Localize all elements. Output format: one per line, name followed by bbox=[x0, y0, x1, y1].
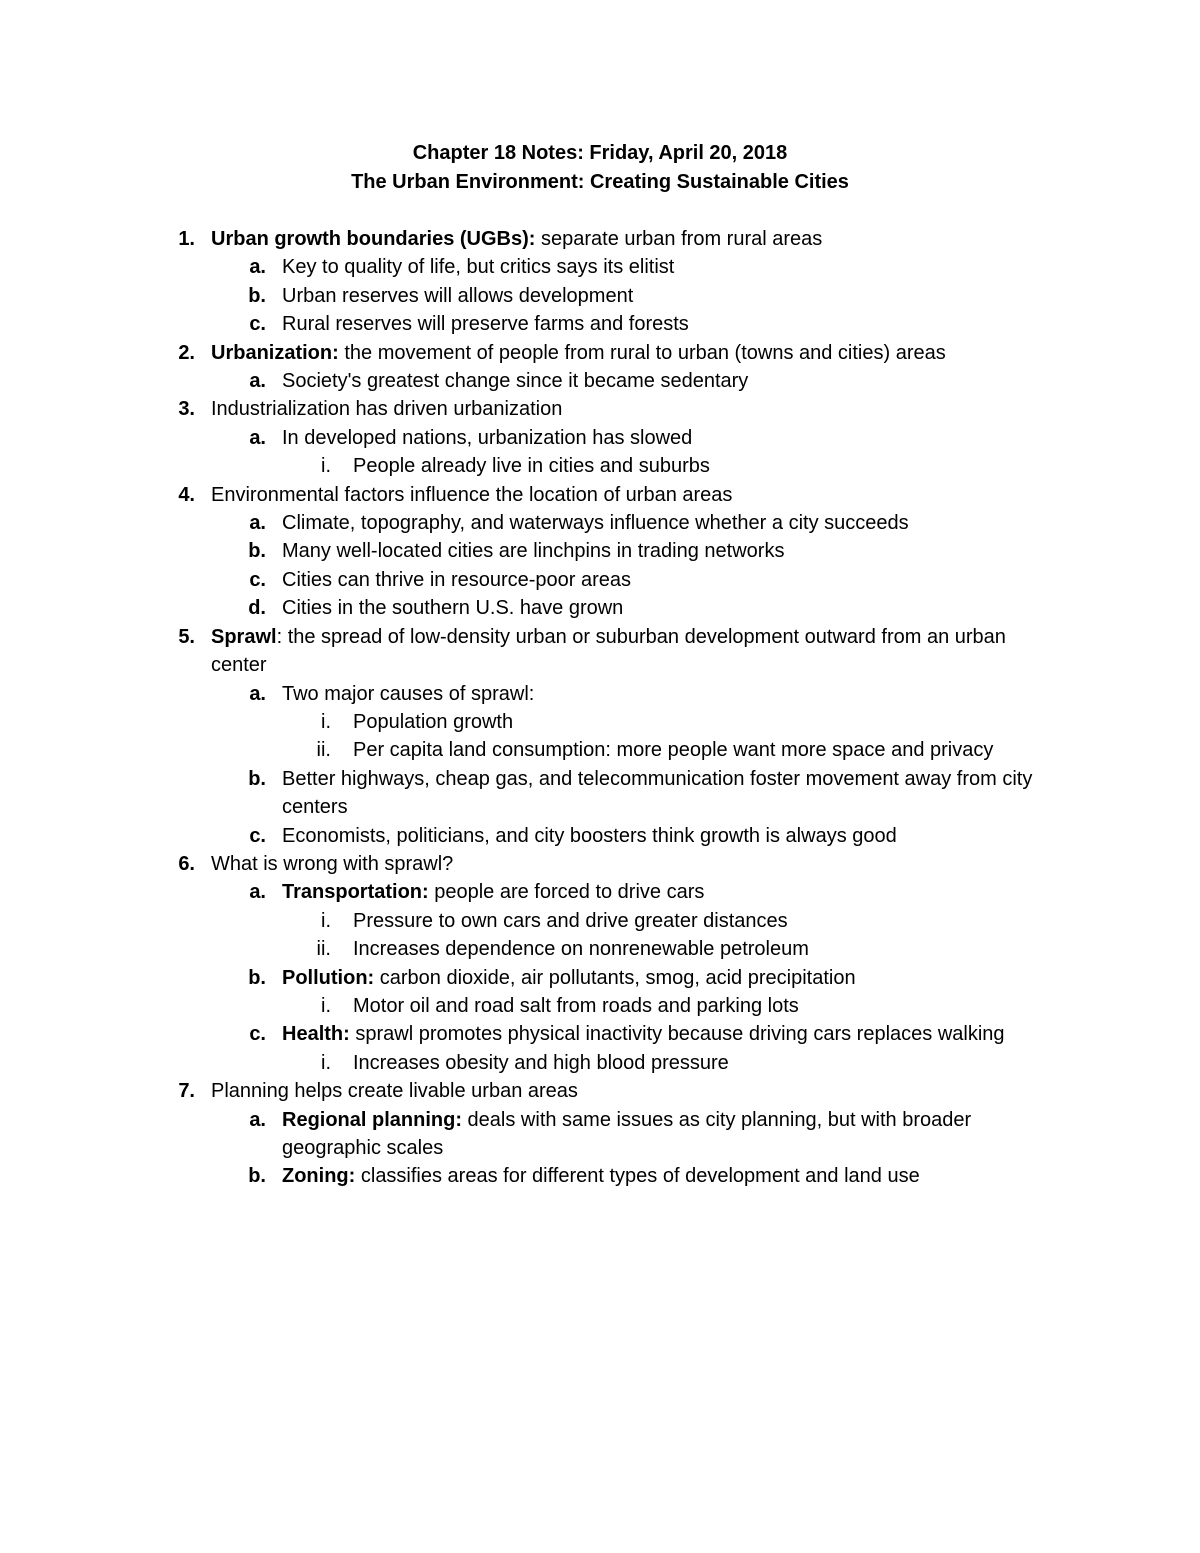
list-marker: b. bbox=[248, 284, 266, 307]
outline-item bbox=[0, 850, 1200, 878]
item-text bbox=[0, 509, 1062, 537]
outline-subitem bbox=[0, 1106, 1200, 1163]
list-marker: b. bbox=[248, 966, 266, 989]
list-marker: b. bbox=[248, 540, 266, 563]
item-text bbox=[0, 424, 1062, 452]
item-text bbox=[0, 935, 1053, 963]
item-text bbox=[0, 964, 1062, 992]
item-text bbox=[0, 736, 1053, 764]
item-text bbox=[0, 282, 1062, 310]
item-text bbox=[0, 367, 1062, 395]
list-marker: i. bbox=[321, 455, 331, 478]
item-description: Population growth bbox=[353, 710, 514, 733]
item-description: Cities in the southern U.S. have grown bbox=[282, 597, 624, 620]
list-marker: 5. bbox=[178, 625, 195, 648]
item-term: Urban growth boundaries (UGBs): bbox=[211, 228, 536, 250]
list-marker: i. bbox=[321, 710, 331, 733]
item-description: In developed nations, urbanization has slowed bbox=[282, 426, 693, 449]
item-text bbox=[0, 1049, 1053, 1077]
outline-subitem bbox=[0, 424, 1200, 452]
item-description: Industrialization has driven urbanization bbox=[211, 398, 563, 421]
list-marker: d. bbox=[248, 597, 266, 620]
list-marker: a. bbox=[249, 426, 266, 449]
item-description: people are forced to drive cars bbox=[428, 881, 705, 904]
outline-subsubitem bbox=[0, 935, 1200, 963]
item-text bbox=[0, 594, 1062, 622]
list-marker: i. bbox=[321, 909, 331, 932]
outline-subitem bbox=[0, 680, 1200, 708]
list-marker: i. bbox=[321, 994, 331, 1017]
item-text bbox=[0, 452, 1053, 480]
item-description: Increases obesity and high blood pressure bbox=[353, 1051, 729, 1074]
item-term: Pollution: bbox=[282, 966, 375, 989]
item-description: separate urban from rural areas bbox=[535, 228, 823, 250]
list-marker: a. bbox=[249, 512, 266, 535]
page-title: Chapter 18 Notes: Friday, April 20, 2018 bbox=[412, 142, 788, 164]
outline-subitem bbox=[0, 878, 1200, 906]
list-marker: ii. bbox=[316, 739, 331, 762]
item-description: Pressure to own cars and drive greater distances bbox=[353, 909, 788, 932]
item-text bbox=[0, 1162, 1062, 1190]
list-marker: a. bbox=[249, 682, 266, 705]
list-marker: a. bbox=[249, 881, 266, 904]
outline-subitem bbox=[0, 765, 1200, 822]
page-subtitle: The Urban Environment: Creating Sustainable Cities bbox=[351, 171, 849, 193]
outline-subsubitem bbox=[0, 736, 1200, 764]
list-marker: 1. bbox=[178, 228, 195, 250]
item-description: Society's greatest change since it became sedentary bbox=[282, 370, 749, 393]
item-description: What is wrong with sprawl? bbox=[211, 852, 454, 875]
list-marker: a. bbox=[249, 370, 266, 393]
outline-subitem bbox=[0, 282, 1200, 310]
outline-subsubitem bbox=[0, 708, 1200, 736]
item-description: Per capita land consumption: more people want more space and privacy bbox=[353, 739, 994, 762]
item-description: deals with same issues as city planning, but with broader geographic scales bbox=[282, 1108, 972, 1159]
item-text bbox=[0, 1020, 1062, 1048]
item-text bbox=[0, 708, 1053, 736]
notes-outline bbox=[0, 225, 1200, 1191]
outline-item bbox=[0, 623, 1200, 680]
item-text bbox=[0, 992, 1053, 1020]
item-text bbox=[0, 822, 1062, 850]
item-text bbox=[0, 1106, 1062, 1163]
outline-item bbox=[0, 1077, 1200, 1105]
outline-subitem bbox=[0, 566, 1200, 594]
item-description: Key to quality of life, but critics says its elitist bbox=[282, 256, 675, 279]
document-header bbox=[0, 139, 1200, 197]
item-description: Better highways, cheap gas, and telecommunication foster movement away from city centers bbox=[282, 767, 1033, 819]
item-description: Increases dependence on nonrenewable petroleum bbox=[353, 938, 809, 961]
item-term: Health: bbox=[282, 1023, 350, 1046]
outline-item bbox=[0, 395, 1200, 423]
item-description: sprawl promotes physical inactivity because driving cars replaces walking bbox=[349, 1023, 1005, 1046]
item-text bbox=[0, 566, 1062, 594]
outline-subitem bbox=[0, 310, 1200, 338]
list-marker: 2. bbox=[178, 341, 195, 364]
list-marker: c. bbox=[249, 568, 266, 591]
item-text bbox=[0, 765, 1062, 822]
item-description: Economists, politicians, and city boosters think growth is always good bbox=[282, 824, 897, 847]
outline-subitem bbox=[0, 822, 1200, 850]
item-description: Environmental factors influence the location of urban areas bbox=[211, 483, 733, 506]
list-marker: 6. bbox=[178, 852, 195, 875]
outline-item bbox=[0, 481, 1200, 509]
list-marker: b. bbox=[248, 767, 266, 790]
outline-subitem bbox=[0, 964, 1200, 992]
item-description: Planning helps create livable urban areas bbox=[211, 1080, 578, 1103]
outline-subitem bbox=[0, 509, 1200, 537]
item-text bbox=[0, 907, 1053, 935]
outline-subsubitem bbox=[0, 452, 1200, 480]
list-marker: c. bbox=[249, 824, 266, 847]
list-marker: a. bbox=[249, 1108, 266, 1131]
outline-subitem bbox=[0, 253, 1200, 281]
list-marker: a. bbox=[249, 256, 266, 279]
item-term: Zoning: bbox=[282, 1165, 356, 1188]
list-marker: 4. bbox=[178, 483, 195, 506]
outline-subitem bbox=[0, 594, 1200, 622]
outline-subitem bbox=[0, 537, 1200, 565]
item-description: Motor oil and road salt from roads and parking lots bbox=[353, 994, 799, 1017]
item-text bbox=[0, 878, 1062, 906]
item-description: People already live in cities and suburbs bbox=[353, 455, 710, 478]
outline-subitem bbox=[0, 367, 1200, 395]
list-marker: b. bbox=[248, 1165, 266, 1188]
list-marker: c. bbox=[249, 313, 266, 336]
outline-subitem bbox=[0, 1020, 1200, 1048]
item-description: the movement of people from rural to urban (towns and cities) areas bbox=[338, 341, 946, 364]
item-term: Urbanization: bbox=[211, 341, 339, 364]
item-text bbox=[0, 253, 1062, 281]
item-description: Urban reserves will allows development bbox=[282, 284, 634, 307]
list-marker: 7. bbox=[178, 1080, 195, 1103]
outline-subsubitem bbox=[0, 992, 1200, 1020]
item-description: : the spread of low-density urban or suburban development outward from an urban center bbox=[211, 625, 1006, 677]
item-term: Transportation: bbox=[282, 881, 429, 904]
outline-item bbox=[0, 339, 1200, 367]
list-marker: i. bbox=[321, 1051, 331, 1074]
item-description: Cities can thrive in resource-poor areas bbox=[282, 568, 632, 591]
item-term: Sprawl bbox=[211, 625, 277, 648]
outline-item bbox=[0, 225, 1200, 253]
item-text bbox=[0, 310, 1062, 338]
item-text bbox=[0, 680, 1062, 708]
list-marker: 3. bbox=[178, 398, 195, 421]
outline-subitem bbox=[0, 1162, 1200, 1190]
outline-subsubitem bbox=[0, 907, 1200, 935]
item-text bbox=[0, 537, 1062, 565]
item-description: Many well-located cities are linchpins in trading networks bbox=[282, 540, 785, 563]
item-description: carbon dioxide, air pollutants, smog, acid precipitation bbox=[374, 966, 856, 989]
list-marker: ii. bbox=[316, 938, 331, 961]
list-marker: c. bbox=[249, 1023, 266, 1046]
item-description: classifies areas for different types of development and land use bbox=[355, 1165, 920, 1188]
item-term: Regional planning: bbox=[282, 1108, 462, 1131]
outline-subsubitem bbox=[0, 1049, 1200, 1077]
item-description: Climate, topography, and waterways influence whether a city succeeds bbox=[282, 512, 909, 535]
item-description: Rural reserves will preserve farms and forests bbox=[282, 313, 689, 336]
item-description: Two major causes of sprawl: bbox=[282, 682, 535, 705]
